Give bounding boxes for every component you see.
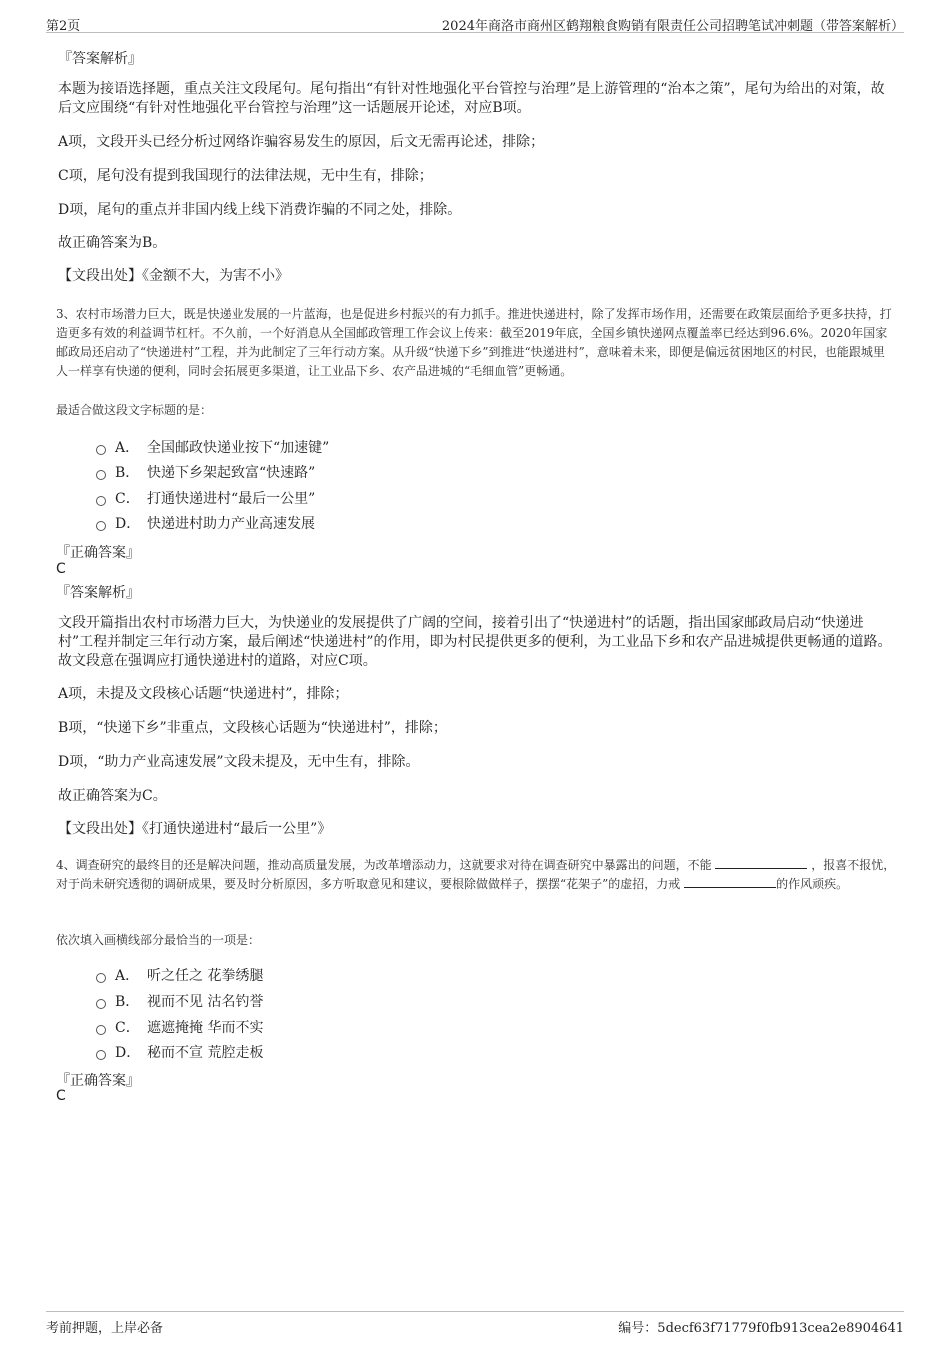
q3-option-b[interactable] — [96, 462, 315, 482]
q3-option-a[interactable] — [96, 437, 329, 457]
radio-icon[interactable] — [96, 973, 106, 983]
option-text: 快递下乡架起致富“快速路” — [147, 465, 316, 481]
radio-icon[interactable] — [96, 521, 106, 531]
q3-prompt: 最适合做这段文字标题的是： — [56, 403, 213, 417]
q3-analysis-option-a: A项，未提及文段核心话题“快递进村”，排除； — [58, 686, 349, 702]
option-text: 视而不见 沽名钓誉 — [147, 994, 264, 1010]
q3-analysis-label: 『答案解析』 — [56, 585, 140, 601]
q3-option-d[interactable] — [96, 513, 315, 533]
q4-option-b[interactable] — [96, 991, 263, 1011]
option-letter: B． — [115, 465, 140, 481]
option-text: 打通快递进村“最后一公里” — [147, 491, 316, 507]
document-id: 编号：5decf63f71779f0fb913cea2e8904641 — [618, 1321, 904, 1336]
option-text: 听之任之 花拳绣腿 — [147, 968, 264, 984]
option-text: 秘而不宣 荒腔走板 — [147, 1045, 264, 1061]
q3-option-c[interactable] — [96, 488, 315, 508]
q2-analysis-option-d: D项，尾句的重点并非国内线上线下消费诈骗的不同之处，排除。 — [58, 202, 462, 218]
radio-icon[interactable] — [96, 445, 106, 455]
radio-icon[interactable] — [96, 1025, 106, 1035]
q2-conclusion: 故正确答案为B。 — [58, 235, 167, 251]
q3-question-text: 3、农村市场潜力巨大，既是快递业发展的一片蓝海，也是促进乡村振兴的有力抓手。推进快递进村，除了发挥市场作用，还需要在政策层面给予更多扶持，打造更多有效的利益调节杠杆。不久前，一个好消息从全国邮政管理工作会议上传来：截至2019年底，全国乡镇快递网点覆盖率已经达到96.6%。2020年国家邮政局还启动了“快递进村”工程，并为此制定了三年行动方案。从升级“快递下乡”到推进“快递进村”，意味着未来，即便是偏远贫困地区的村民，也能跟城里人一样享有快递的便利，同时会拓展更多渠道，让工业品下乡、农产品进城的“毛细血管”更畅通。 — [56, 307, 892, 378]
page-footer — [46, 1311, 904, 1336]
q2-analysis-paragraph: 本题为接语选择题，重点关注文段尾句。尾句指出“有针对性地强化平台管控与治理”是上游管理的“治本之策”，尾句为给出的对策，故后文应围绕“有针对性地强化平台管控与治理”这一话题展开论述，对应B项。 — [58, 81, 885, 116]
q4-text-part1: 4、调查研究的最终目的还是解决问题，推动高质量发展，为改革增添动力，这就要求对待在调查研究中暴露出的问题，不能 — [56, 858, 712, 872]
option-letter: B． — [115, 994, 140, 1010]
q3-conclusion: 故正确答案为C。 — [58, 788, 167, 804]
option-text: 快递进村助力产业高速发展 — [147, 516, 315, 532]
radio-icon[interactable] — [96, 999, 106, 1009]
radio-icon[interactable] — [96, 496, 106, 506]
radio-icon[interactable] — [96, 1050, 106, 1060]
q4-option-a[interactable] — [96, 965, 263, 985]
q3-answer: C — [56, 561, 66, 577]
option-letter: C． — [115, 1020, 140, 1036]
fill-blank-2 — [684, 875, 776, 888]
q2-analysis-option-a: A项，文段开头已经分析过网络诈骗容易发生的原因，后文无需再论述，排除； — [58, 134, 545, 150]
q4-answer-label: 『正确答案』 — [56, 1073, 140, 1089]
option-letter: D． — [115, 516, 141, 532]
q2-analysis-label: 『答案解析』 — [58, 51, 142, 67]
q4-text-part2: ，报喜不报忧，对于尚未研究透彻的调研成果，要及时分析原因，多方听取意见和建议，要根除做做样子，摆摆“花架子”的虚招，力戒 — [56, 858, 896, 891]
option-text: 全国邮政快递业按下“加速键” — [147, 440, 330, 456]
page-header — [46, 12, 904, 33]
fill-blank-1 — [715, 856, 807, 869]
q4-text-part3: 的作风顽疾。 — [776, 877, 849, 891]
q3-analysis-option-b: B项，“快递下乡”非重点，文段核心话题为“快递进村”，排除； — [58, 720, 447, 736]
option-text: 遮遮掩掩 华而不实 — [147, 1020, 264, 1036]
q4-option-d[interactable] — [96, 1042, 263, 1062]
page-number: 第2页 — [46, 19, 81, 34]
document-title: 2024年商洛市商州区鹤翔粮食购销有限责任公司招聘笔试冲刺题（带答案解析） — [441, 19, 904, 34]
q3-analysis-paragraph: 文段开篇指出农村市场潜力巨大，为快递业的发展提供了广阔的空间，接着引出了“快递进村”的话题，指出国家邮政局启动“快递进村”工程并制定三年行动方案，最后阐述“快递进村”的作用，即为村民提供更多的便利，为工业品下乡和农产品进城提供更畅通的道路。故文段意在强调应打通快递进村的道路，对应C项。 — [58, 615, 892, 669]
q2-source: 【文段出处】《金额不大，为害不小》 — [58, 268, 289, 284]
q3-source: 【文段出处】《打通快递进村“最后一公里”》 — [58, 821, 332, 837]
q4-question-text — [56, 856, 901, 894]
footer-slogan: 考前押题，上岸必备 — [46, 1321, 164, 1336]
radio-icon[interactable] — [96, 470, 106, 480]
option-letter: A． — [115, 440, 140, 456]
q4-option-c[interactable] — [96, 1017, 263, 1037]
q3-analysis-option-d: D项，“助力产业高速发展”文段未提及，无中生有，排除。 — [58, 754, 420, 770]
option-letter: C． — [115, 491, 140, 507]
option-letter: A． — [115, 968, 140, 984]
q4-answer: C — [56, 1088, 66, 1104]
q2-analysis-option-c: C项，尾句没有提到我国现行的法律法规，无中生有，排除； — [58, 168, 433, 184]
q3-answer-label: 『正确答案』 — [56, 545, 140, 561]
q4-prompt: 依次填入画横线部分最恰当的一项是： — [56, 933, 261, 947]
option-letter: D． — [115, 1045, 141, 1061]
